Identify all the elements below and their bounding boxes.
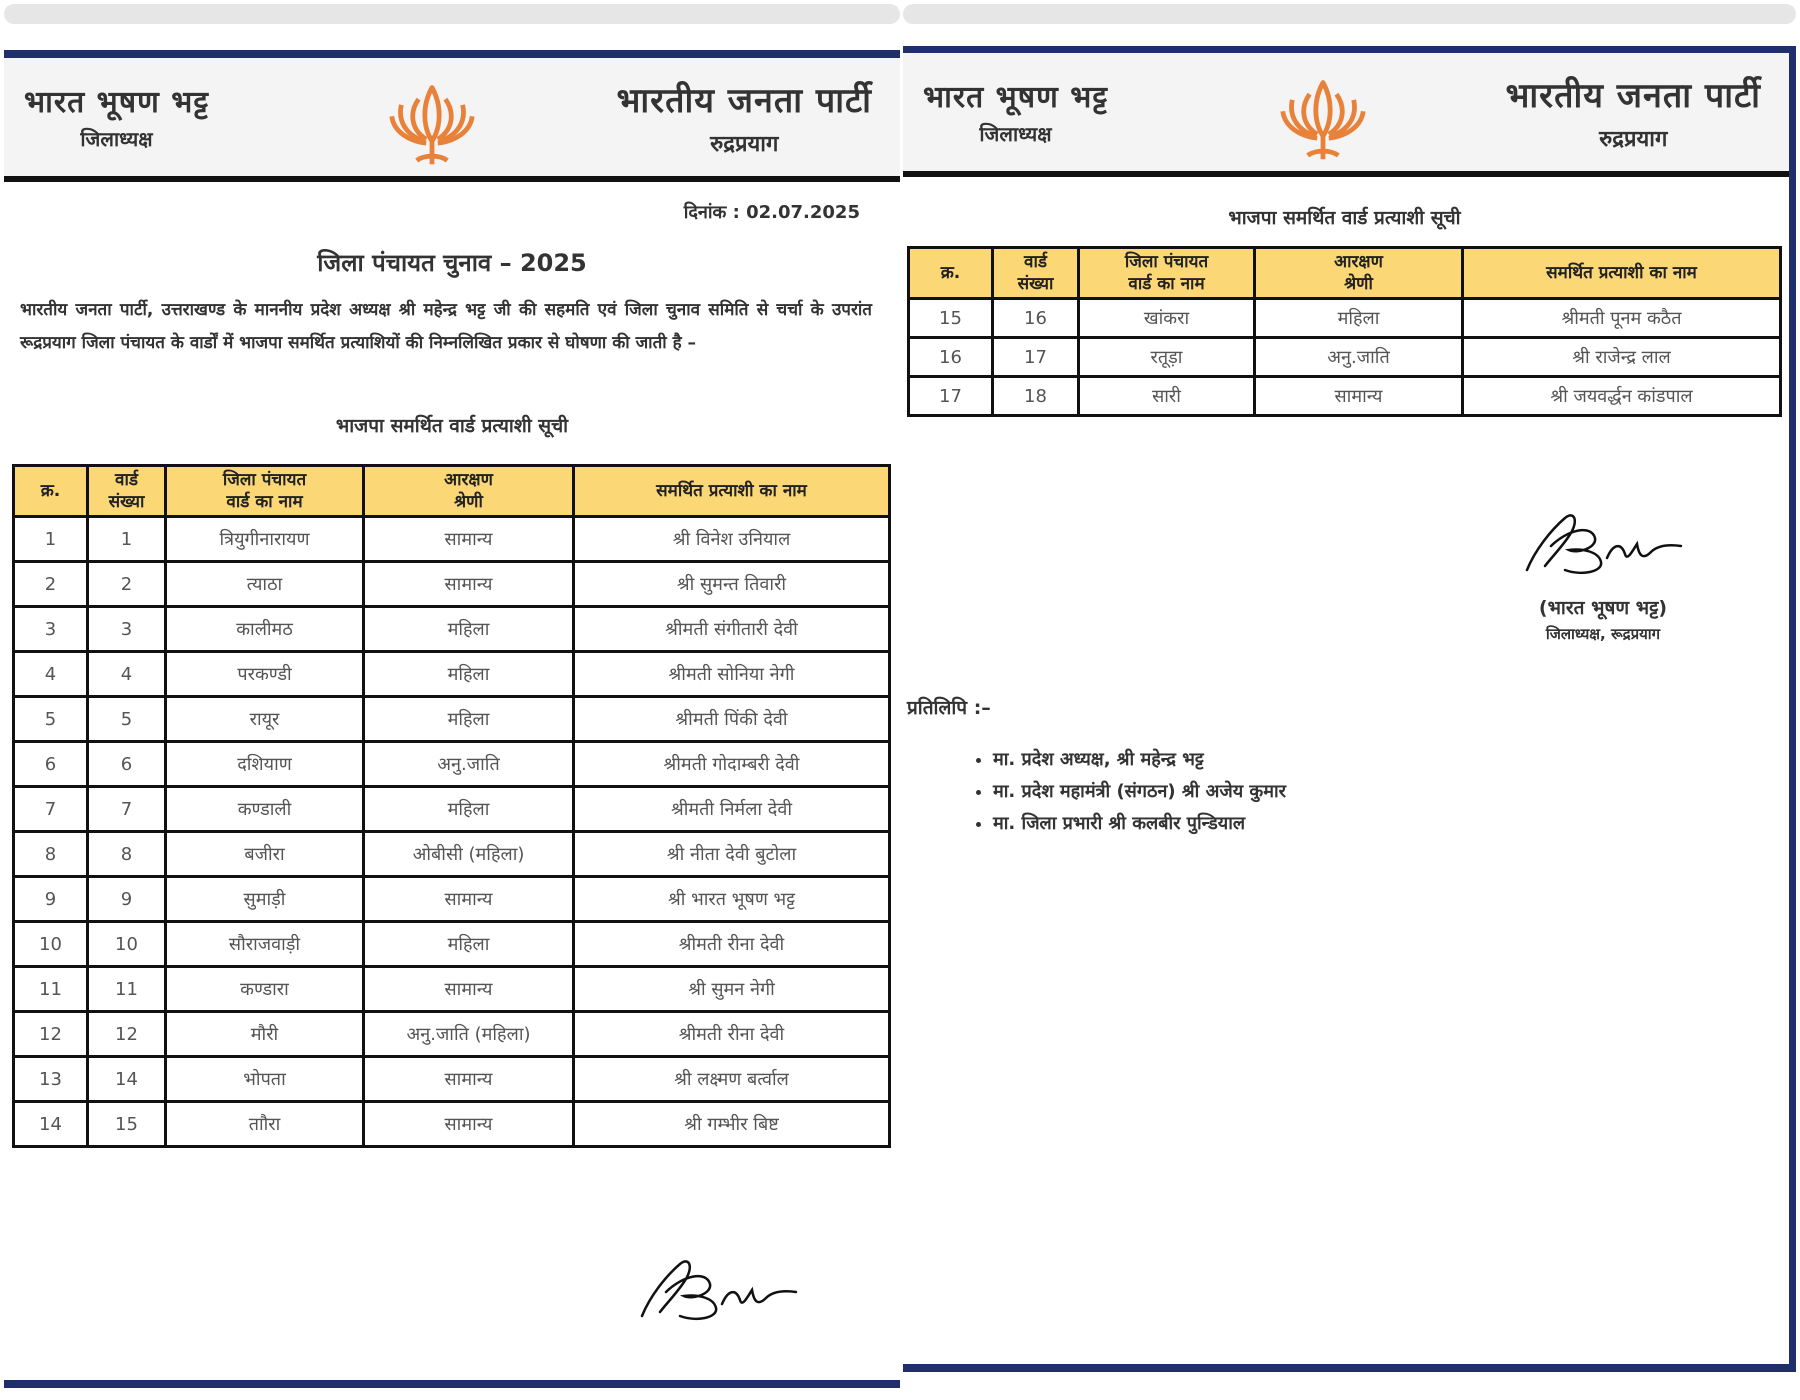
cell-reservation: सामान्य	[364, 517, 574, 562]
candidate-table-page-2	[907, 246, 1782, 417]
cell-ward-name: त्रियुगीनारायण	[166, 517, 364, 562]
cell-candidate: श्री राजेन्द्र लाल	[1463, 338, 1781, 377]
cell-candidate: श्रीमती सोनिया नेगी	[574, 652, 890, 697]
letterhead-right	[1505, 71, 1761, 153]
letter-body: भारतीय जनता पार्टी, उत्तराखण्ड के माननीय प्रदेश अध्यक्ष श्री महेन्द्र भट्ट जी की सहमति एवं जिला चुनाव समिति से चर्चा के उपरांत रूद्रप्रयाग जिला पंचायत के वार्डों में भाजपा समर्थित प्रत्याशियों की निम्नलिखित प्रकार से घोषणा की जाती है –	[20, 300, 872, 353]
cell-ward-no: 6	[88, 742, 166, 787]
cell-serial: 9	[14, 877, 88, 922]
table-row	[14, 832, 890, 877]
letterhead-right	[616, 76, 872, 158]
table-body-page-2	[909, 299, 1781, 416]
cell-ward-no: 16	[993, 299, 1079, 338]
cell-candidate: श्री भारत भूषण भट्ट	[574, 877, 890, 922]
cell-ward-name: भोपता	[166, 1057, 364, 1102]
cell-serial: 4	[14, 652, 88, 697]
cell-ward-no: 5	[88, 697, 166, 742]
cell-candidate: श्री गम्भीर बिष्ट	[574, 1102, 890, 1147]
table-row	[14, 967, 890, 1012]
cell-ward-name: कण्डाली	[166, 787, 364, 832]
cell-ward-no: 3	[88, 607, 166, 652]
table-header-row	[14, 466, 890, 517]
cell-ward-no: 12	[88, 1012, 166, 1057]
cell-ward-no: 9	[88, 877, 166, 922]
page-top-strip	[903, 4, 1796, 24]
document-page-2	[903, 0, 1796, 1372]
lotus-icon	[1275, 73, 1371, 165]
table-row	[14, 562, 890, 607]
col-ward-name-line2: वार्ड का नाम	[1128, 274, 1205, 294]
col-ward-name	[1079, 248, 1255, 299]
table-row	[14, 697, 890, 742]
president-title: जिलाध्यक्ष	[80, 127, 153, 151]
cell-candidate: श्रीमती गोदाम्बरी देवी	[574, 742, 890, 787]
signer-block	[1503, 594, 1703, 644]
cell-serial: 17	[909, 377, 993, 416]
district-name: रुद्रप्रयाग	[710, 131, 779, 157]
table-row	[14, 922, 890, 967]
col-ward-name-line1: जिला पंचायत	[1124, 252, 1209, 272]
col-ward-name-line1: जिला पंचायत	[222, 470, 307, 490]
cell-reservation: महिला	[364, 922, 574, 967]
cell-ward-name: कण्डारा	[166, 967, 364, 1012]
president-name: भारत भूषण भट्ट	[923, 80, 1108, 115]
letterhead-left	[24, 80, 209, 152]
table-row	[14, 607, 890, 652]
cell-reservation: सामान्य	[364, 877, 574, 922]
cell-candidate: श्रीमती रीना देवी	[574, 922, 890, 967]
cell-ward-name: रायूर	[166, 697, 364, 742]
cell-candidate: श्रीमती पिंकी देवी	[574, 697, 890, 742]
letter-date: दिनांक : 02.07.2025	[683, 202, 860, 223]
col-reservation	[1255, 248, 1463, 299]
district-name: रुद्रप्रयाग	[1599, 126, 1668, 152]
cell-serial: 8	[14, 832, 88, 877]
page-bottom-border	[4, 1380, 900, 1388]
letterhead	[903, 53, 1789, 171]
table-row	[909, 377, 1781, 416]
table-row	[909, 299, 1781, 338]
cell-serial: 12	[14, 1012, 88, 1057]
letterhead-left	[923, 75, 1108, 147]
cell-reservation: ओबीसी (महिला)	[364, 832, 574, 877]
cell-candidate: श्रीमती निर्मला देवी	[574, 787, 890, 832]
cell-serial: 15	[909, 299, 993, 338]
cell-ward-name: परकण्डी	[166, 652, 364, 697]
cell-reservation: सामान्य	[364, 967, 574, 1012]
cell-ward-no: 4	[88, 652, 166, 697]
col-ward-no	[88, 466, 166, 517]
cell-ward-no: 14	[88, 1057, 166, 1102]
col-ward-name-line2: वार्ड का नाम	[226, 492, 303, 512]
table-row	[909, 338, 1781, 377]
list-title: भाजपा समर्थित वार्ड प्रत्याशी सूची	[1228, 207, 1461, 229]
cell-reservation: महिला	[364, 607, 574, 652]
party-name: भारतीय जनता पार्टी	[1505, 76, 1761, 116]
cell-ward-name: सारी	[1079, 377, 1255, 416]
president-name: भारत भूषण भट्ट	[24, 85, 209, 120]
table-header-row	[909, 248, 1781, 299]
cell-ward-name: त्याठा	[166, 562, 364, 607]
cell-serial: 16	[909, 338, 993, 377]
cell-ward-no: 17	[993, 338, 1079, 377]
candidate-table-page-1	[12, 464, 891, 1148]
copy-to-item: • मा. प्रदेश महामंत्री (संगठन) श्री अजेय कुमार	[993, 776, 1286, 808]
header-top-border	[4, 50, 900, 58]
copy-to-item: • मा. जिला प्रभारी श्री कलबीर पुन्डियाल	[993, 808, 1286, 840]
col-candidate: समर्थित प्रत्याशी का नाम	[1463, 248, 1781, 299]
col-candidate: समर्थित प्रत्याशी का नाम	[574, 466, 890, 517]
cell-reservation: अनु.जाति (महिला)	[364, 1012, 574, 1057]
signature	[1521, 500, 1691, 580]
col-serial: क्र.	[909, 248, 993, 299]
col-reservation-line1: आरक्षण	[444, 470, 493, 490]
copy-to-label: प्रतिलिपि :–	[907, 697, 991, 719]
cell-ward-name: रतूड़ा	[1079, 338, 1255, 377]
signer-name: (भारत भूषण भट्ट)	[1538, 597, 1668, 619]
cell-candidate: श्री जयवर्द्धन कांडपाल	[1463, 377, 1781, 416]
cell-ward-no: 8	[88, 832, 166, 877]
page-bottom-border	[903, 1364, 1796, 1372]
cell-ward-no: 18	[993, 377, 1079, 416]
cell-ward-no: 15	[88, 1102, 166, 1147]
letter-subject: जिला पंचायत चुनाव – 2025	[317, 249, 587, 277]
cell-serial: 14	[14, 1102, 88, 1147]
cell-serial: 5	[14, 697, 88, 742]
col-reservation-line1: आरक्षण	[1334, 252, 1383, 272]
cell-candidate: श्री सुमन्त तिवारी	[574, 562, 890, 607]
cell-ward-no: 11	[88, 967, 166, 1012]
cell-candidate: श्री विनेश उनियाल	[574, 517, 890, 562]
cell-candidate: श्री नीता देवी बुटोला	[574, 832, 890, 877]
cell-candidate: श्री सुमन नेगी	[574, 967, 890, 1012]
page-top-strip	[4, 4, 900, 24]
table-row	[14, 1012, 890, 1057]
cell-candidate: श्रीमती रीना देवी	[574, 1012, 890, 1057]
copy-to-list	[971, 744, 1286, 840]
cell-reservation: महिला	[1255, 299, 1463, 338]
cell-reservation: सामान्य	[364, 1102, 574, 1147]
col-ward-no-line2: संख्या	[108, 492, 145, 512]
cell-reservation: महिला	[364, 787, 574, 832]
header-bottom-rule	[4, 176, 900, 182]
col-ward-no	[993, 248, 1079, 299]
president-title: जिलाध्यक्ष	[979, 122, 1052, 146]
cell-ward-name: दशियाण	[166, 742, 364, 787]
cell-ward-no: 10	[88, 922, 166, 967]
cell-candidate: श्रीमती पूनम कठैत	[1463, 299, 1781, 338]
party-name: भारतीय जनता पार्टी	[616, 81, 872, 121]
table-row	[14, 1057, 890, 1102]
cell-reservation: अनु.जाति	[364, 742, 574, 787]
cell-serial: 13	[14, 1057, 88, 1102]
cell-serial: 6	[14, 742, 88, 787]
cell-ward-no: 2	[88, 562, 166, 607]
table-row	[14, 1102, 890, 1147]
signer-title: जिलाध्यक्ष, रूद्रप्रयाग	[1545, 625, 1661, 643]
table-row	[14, 877, 890, 922]
cell-ward-name: सौराजवाड़ी	[166, 922, 364, 967]
cell-reservation: अनु.जाति	[1255, 338, 1463, 377]
col-ward-name	[166, 466, 364, 517]
table-row	[14, 742, 890, 787]
cell-serial: 10	[14, 922, 88, 967]
col-reservation	[364, 466, 574, 517]
cell-serial: 2	[14, 562, 88, 607]
col-reservation-line2: श्रेणी	[1344, 274, 1373, 294]
col-serial: क्र.	[14, 466, 88, 517]
col-ward-no-line1: वार्ड	[1024, 252, 1047, 272]
signature	[636, 1246, 806, 1326]
copy-to-item: • मा. प्रदेश अध्यक्ष, श्री महेन्द्र भट्ट	[993, 744, 1286, 776]
col-reservation-line2: श्रेणी	[454, 492, 483, 512]
cell-ward-no: 1	[88, 517, 166, 562]
list-title: भाजपा समर्थित वार्ड प्रत्याशी सूची	[335, 415, 569, 437]
cell-serial: 11	[14, 967, 88, 1012]
cell-ward-name: सुमाड़ी	[166, 877, 364, 922]
header-top-border	[903, 46, 1796, 53]
cell-serial: 1	[14, 517, 88, 562]
table-row	[14, 652, 890, 697]
cell-serial: 7	[14, 787, 88, 832]
cell-candidate: श्री लक्ष्मण बर्त्वाल	[574, 1057, 890, 1102]
cell-serial: 3	[14, 607, 88, 652]
cell-ward-name: खांकरा	[1079, 299, 1255, 338]
letterhead	[4, 58, 900, 176]
table-body-page-1	[14, 517, 890, 1147]
lotus-icon	[384, 78, 480, 170]
document-page-1	[4, 0, 900, 1392]
col-ward-no-line2: संख्या	[1017, 274, 1054, 294]
header-bottom-rule	[903, 171, 1789, 177]
cell-reservation: सामान्य	[364, 562, 574, 607]
page-right-border	[1789, 46, 1796, 1372]
col-ward-no-line1: वार्ड	[115, 470, 138, 490]
cell-ward-name: ताौरा	[166, 1102, 364, 1147]
table-row	[14, 517, 890, 562]
cell-ward-no: 7	[88, 787, 166, 832]
cell-reservation: महिला	[364, 697, 574, 742]
table-row	[14, 787, 890, 832]
cell-ward-name: कालीमठ	[166, 607, 364, 652]
cell-reservation: सामान्य	[1255, 377, 1463, 416]
cell-ward-name: बजीरा	[166, 832, 364, 877]
cell-ward-name: मौरी	[166, 1012, 364, 1057]
cell-reservation: महिला	[364, 652, 574, 697]
cell-reservation: सामान्य	[364, 1057, 574, 1102]
cell-candidate: श्रीमती संगीतारी देवी	[574, 607, 890, 652]
